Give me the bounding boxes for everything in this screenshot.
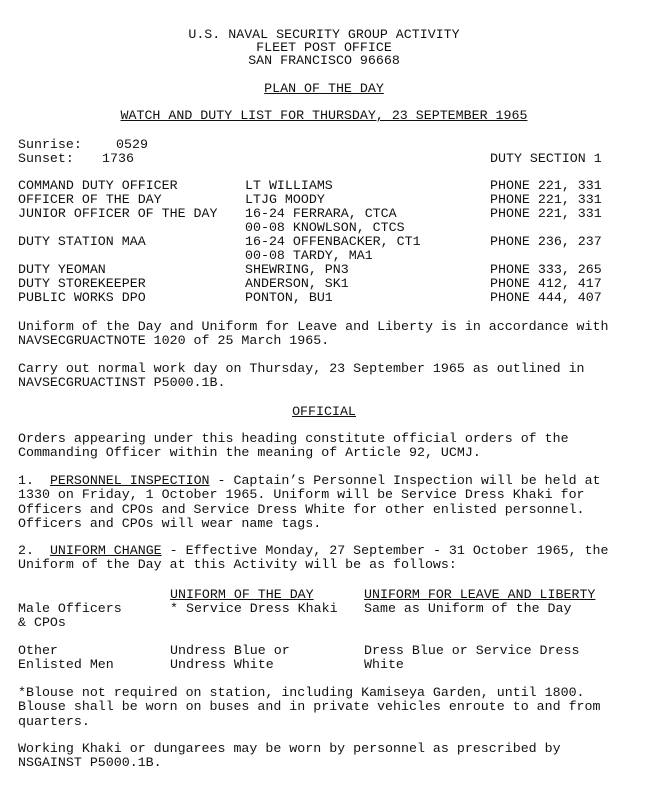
watch-title-row bbox=[0, 108, 648, 123]
uniform-leave-value: Same as Uniform of the Day bbox=[364, 601, 572, 616]
item-1-heading: PERSONNEL INSPECTION bbox=[49, 473, 210, 488]
duty-role: DUTY STATION MAA bbox=[18, 234, 146, 249]
sunrise-value: 0529 bbox=[116, 137, 148, 152]
duty-row bbox=[18, 192, 632, 207]
duty-role: JUNIOR OFFICER OF THE DAY bbox=[18, 206, 218, 221]
duty-phone: PHONE 221, 331 bbox=[490, 178, 602, 193]
sunrise-label: Sunrise: bbox=[18, 137, 82, 152]
duty-role: COMMAND DUTY OFFICER bbox=[18, 178, 178, 193]
duty-phone: PHONE 221, 331 bbox=[490, 206, 602, 221]
uniform-table bbox=[18, 587, 632, 677]
duty-name: LTJG MOODY bbox=[245, 192, 325, 207]
duty-phone: PHONE 236, 237 bbox=[490, 234, 602, 249]
duty-role: DUTY YEOMAN bbox=[18, 262, 106, 277]
item-2-heading: UNIFORM CHANGE bbox=[49, 543, 162, 558]
official-heading-row bbox=[0, 404, 648, 419]
official-heading: OFFICIAL bbox=[292, 404, 356, 419]
work-day-paragraph: Carry out normal work day on Thursday, 23 September 1965 as outlined in NAVSECGRUACTINST P5000.1B. bbox=[18, 361, 585, 391]
duty-phone: PHONE 444, 407 bbox=[490, 290, 602, 305]
item-1-number: 1. bbox=[18, 473, 34, 488]
duty-row bbox=[18, 290, 632, 305]
item-1-paragraph bbox=[18, 474, 632, 531]
uniform-leave-value: White bbox=[364, 657, 404, 672]
uniform-day-value: * Service Dress Khaki bbox=[170, 601, 338, 616]
duty-list bbox=[18, 178, 632, 308]
sunset-value: 1736 bbox=[102, 151, 134, 166]
uniform-day-value: Undress White bbox=[170, 657, 274, 672]
uniform-leave-header: UNIFORM FOR LEAVE AND LIBERTY bbox=[364, 587, 596, 602]
duty-phone: PHONE 221, 331 bbox=[490, 192, 602, 207]
sunset-row bbox=[18, 151, 630, 166]
header-line-2: FLEET POST OFFICE bbox=[256, 40, 392, 55]
uniform-group: Other bbox=[18, 643, 58, 658]
blouse-note-paragraph: *Blouse not required on station, including Kamiseya Garden, until 1800. Blouse shall be worn on buses and in private vehicles enroute to and from quarters. bbox=[18, 685, 601, 729]
duty-row bbox=[18, 178, 632, 193]
duty-role: OFFICER OF THE DAY bbox=[18, 192, 162, 207]
uniform-group: Enlisted Men bbox=[18, 657, 114, 672]
page-title bbox=[0, 81, 648, 96]
working-khaki-paragraph: Working Khaki or dungarees may be worn by personnel as prescribed by NSGAINST P5000.1B. bbox=[18, 741, 561, 771]
header-line-1: U.S. NAVAL SECURITY GROUP ACTIVITY bbox=[188, 27, 460, 42]
duty-name: 16-24 FERRARA, CTCA bbox=[245, 206, 397, 221]
header-line-3: SAN FRANCISCO 96668 bbox=[248, 53, 400, 68]
sunrise-row bbox=[18, 137, 148, 152]
plan-title: PLAN OF THE DAY bbox=[264, 81, 384, 96]
uniform-group: & CPOs bbox=[18, 615, 66, 630]
duty-section: DUTY SECTION 1 bbox=[490, 151, 602, 166]
duty-row bbox=[18, 206, 632, 236]
duty-name: PONTON, BU1 bbox=[245, 290, 333, 305]
duty-name: 00-08 TARDY, MA1 bbox=[245, 248, 373, 263]
duty-name: ANDERSON, SK1 bbox=[245, 276, 349, 291]
duty-name: 16-24 OFFENBACKER, CT1 bbox=[245, 234, 421, 249]
uniform-intro-paragraph: Uniform of the Day and Uniform for Leave and Liberty is in accordance with NAVSECGRUACTNOTE 1020 of 25 March 1965. bbox=[18, 319, 609, 349]
uniform-day-header: UNIFORM OF THE DAY bbox=[170, 587, 314, 602]
item-1-text: - Captain’s Personnel Inspection will be held at 1330 on Friday, 1 October 1965. Uniform will be Service Dress Khaki for Officers and CPOs and Service Dress White for other enlisted personnel. Officers and CPOs will wear name tags. bbox=[18, 473, 601, 531]
duty-phone: PHONE 412, 417 bbox=[490, 276, 602, 291]
duty-row bbox=[18, 276, 632, 291]
sunset-label: Sunset: bbox=[18, 151, 74, 166]
duty-name: SHEWRING, PN3 bbox=[245, 262, 349, 277]
uniform-leave-value: Dress Blue or Service Dress bbox=[364, 643, 580, 658]
item-2-paragraph bbox=[18, 544, 632, 573]
uniform-day-value: Undress Blue or bbox=[170, 643, 290, 658]
item-2-number: 2. bbox=[18, 543, 34, 558]
uniform-group: Male Officers bbox=[18, 601, 122, 616]
duty-name: LT WILLIAMS bbox=[245, 178, 333, 193]
duty-phone: PHONE 333, 265 bbox=[490, 262, 602, 277]
duty-row bbox=[18, 234, 632, 264]
item-2-text: - Effective Monday, 27 September - 31 October 1965, the Uniform of the Day at this Activity will be as follows: bbox=[18, 543, 609, 573]
duty-row bbox=[18, 262, 632, 277]
duty-name: 00-08 KNOWLSON, CTCS bbox=[245, 220, 405, 235]
official-paragraph: Orders appearing under this heading constitute official orders of the Commanding Officer within the meaning of Article 92, UCMJ. bbox=[18, 431, 569, 461]
duty-role: PUBLIC WORKS DPO bbox=[18, 290, 146, 305]
watch-title: WATCH AND DUTY LIST FOR THURSDAY, 23 SEPTEMBER 1965 bbox=[120, 108, 528, 123]
duty-role: DUTY STOREKEEPER bbox=[18, 276, 146, 291]
